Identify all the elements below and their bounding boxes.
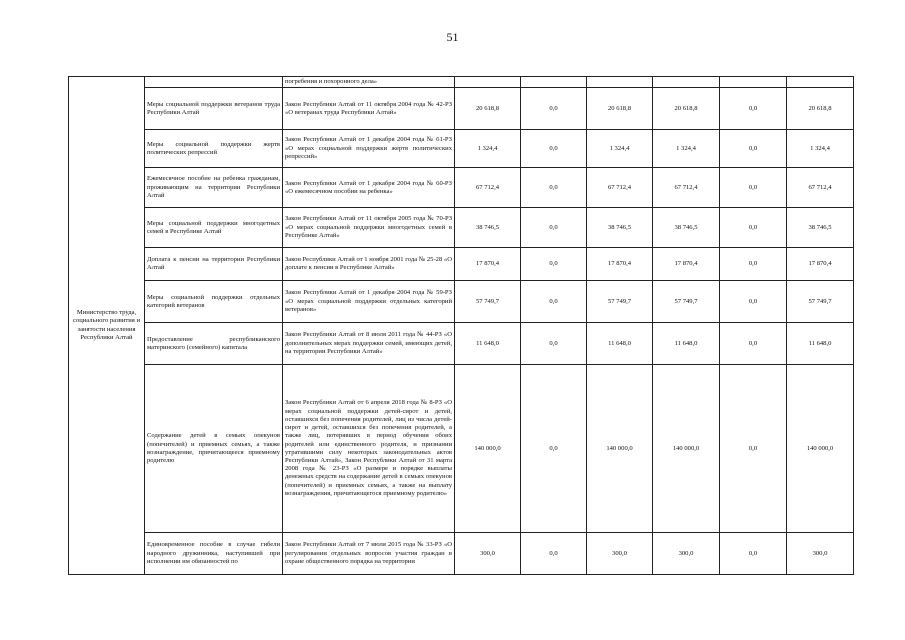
- table-row: [69, 88, 854, 130]
- table-row: [69, 208, 854, 248]
- value-cell: 67 712,4: [587, 168, 653, 208]
- value-cell: 20 618,8: [455, 88, 521, 130]
- law-cell: Закон Республики Алтай от 1 декабря 2004 года № 59-РЗ «О мерах социальной поддержки отдельных категорий ветеранов»: [283, 281, 455, 323]
- table-row: [69, 533, 854, 575]
- value-cell: 17 870,4: [455, 248, 521, 281]
- organization-cell: Министерство труда, социального развития и занятости населения Республики Алтай: [69, 77, 145, 575]
- table-row: [69, 365, 854, 533]
- value-cell: 0,0: [521, 281, 587, 323]
- value-cell: 38 746,5: [587, 208, 653, 248]
- value-cell: 20 618,8: [653, 88, 720, 130]
- measure-cell: Предоставление республиканского материнского (семейного) капитала: [145, 323, 283, 365]
- law-cell: Закон Республики Алтай от 11 октября 2004 года № 42-РЗ «О ветеранах труда Республики Алтай»: [283, 88, 455, 130]
- value-cell: 67 712,4: [787, 168, 854, 208]
- value-cell: 0,0: [521, 248, 587, 281]
- value-cell: 67 712,4: [653, 168, 720, 208]
- value-cell: [587, 77, 653, 88]
- value-cell: 300,0: [653, 533, 720, 575]
- table-row: [69, 281, 854, 323]
- value-cell: 0,0: [720, 323, 787, 365]
- value-cell: 57 749,7: [653, 281, 720, 323]
- table-row: [69, 168, 854, 208]
- value-cell: 20 618,8: [787, 88, 854, 130]
- value-cell: 0,0: [521, 533, 587, 575]
- value-cell: 1 324,4: [653, 130, 720, 168]
- value-cell: 11 648,0: [653, 323, 720, 365]
- measure-cell: Меры социальной поддержки ветеранов труда Республики Алтай: [145, 88, 283, 130]
- measure-cell: Меры социальной поддержки многодетных семей в Республике Алтай: [145, 208, 283, 248]
- value-cell: 67 712,4: [455, 168, 521, 208]
- value-cell: [521, 77, 587, 88]
- value-cell: 0,0: [720, 130, 787, 168]
- table-row: [69, 248, 854, 281]
- measure-cell: Доплата к пенсии на территории Республики Алтай: [145, 248, 283, 281]
- table-row: [69, 323, 854, 365]
- law-cell: Закон Республики Алтай от 1 декабря 2004 года № 61-РЗ «О мерах социальной поддержки жертв политических репрессий»: [283, 130, 455, 168]
- value-cell: 140 000,0: [653, 365, 720, 533]
- value-cell: 0,0: [521, 365, 587, 533]
- value-cell: 38 746,5: [787, 208, 854, 248]
- value-cell: 17 870,4: [787, 248, 854, 281]
- law-cell: погребения и похоронного дела»: [283, 77, 455, 88]
- value-cell: 0,0: [521, 88, 587, 130]
- value-cell: 300,0: [587, 533, 653, 575]
- law-cell: Закон Республики Алтай от 1 декабря 2004 года № 60-РЗ «О ежемесячном пособии на ребенка»: [283, 168, 455, 208]
- value-cell: 57 749,7: [787, 281, 854, 323]
- value-cell: 300,0: [455, 533, 521, 575]
- law-cell: Закон Республики Алтай от 6 апреля 2018 года № 8-РЗ «О мерах социальной поддержки детей-сирот и детей, оставшихся без попечения родителей, лиц из числа детей-сирот и детей, оставшихся без попечения родителей, а также лиц, потерявших в период обучения обоих родителей или единственного родителя, и признании утратившими силу некоторых законодательных актов Республики Алтай», Закон Республики Алтай от 31 марта 2008 года № 23-РЗ «О размере и порядке выплаты денежных средств на содержание детей в семьях опекунов (попечителей) и приемных семьях, а также на выплату вознаграждения, причитающегося приемному родителю»: [283, 365, 455, 533]
- value-cell: 1 324,4: [587, 130, 653, 168]
- value-cell: [653, 77, 720, 88]
- value-cell: 140 000,0: [787, 365, 854, 533]
- value-cell: 140 000,0: [455, 365, 521, 533]
- value-cell: 0,0: [521, 168, 587, 208]
- value-cell: 0,0: [720, 533, 787, 575]
- value-cell: [455, 77, 521, 88]
- value-cell: 11 648,0: [587, 323, 653, 365]
- value-cell: 57 749,7: [587, 281, 653, 323]
- value-cell: 17 870,4: [587, 248, 653, 281]
- law-cell: Закон Республики Алтай от 11 октября 2005 года № 70-РЗ «О мерах социальной поддержки многодетных семей в Республике Алтай»: [283, 208, 455, 248]
- value-cell: 0,0: [521, 208, 587, 248]
- value-cell: 0,0: [720, 88, 787, 130]
- law-cell: Закон Республики Алтай от 7 июля 2015 года № 33-РЗ «О регулировании отдельных вопросов участия граждан в охране общественного порядка на территории: [283, 533, 455, 575]
- table-row: [69, 77, 854, 88]
- value-cell: [720, 77, 787, 88]
- value-cell: 300,0: [787, 533, 854, 575]
- value-cell: 57 749,7: [455, 281, 521, 323]
- budget-table: [68, 76, 854, 575]
- value-cell: 0,0: [720, 281, 787, 323]
- value-cell: 11 648,0: [455, 323, 521, 365]
- value-cell: 17 870,4: [653, 248, 720, 281]
- measure-cell: Единовременное пособие в случае гибели народного дружинника, наступившей при исполнении им обязанностей по: [145, 533, 283, 575]
- value-cell: 11 648,0: [787, 323, 854, 365]
- measure-cell: Меры социальной поддержки отдельных категорий ветеранов: [145, 281, 283, 323]
- law-cell: Закон Республики Алтай от 1 ноября 2001 года № 25-28 «О доплате к пенсии в Республике Алтай»: [283, 248, 455, 281]
- value-cell: 1 324,4: [455, 130, 521, 168]
- value-cell: 38 746,5: [653, 208, 720, 248]
- value-cell: 1 324,4: [787, 130, 854, 168]
- value-cell: 0,0: [720, 365, 787, 533]
- value-cell: 38 746,5: [455, 208, 521, 248]
- value-cell: 0,0: [720, 168, 787, 208]
- value-cell: [787, 77, 854, 88]
- value-cell: 140 000,0: [587, 365, 653, 533]
- value-cell: 20 618,8: [587, 88, 653, 130]
- measure-cell: Меры социальной поддержки жертв политических репрессий: [145, 130, 283, 168]
- value-cell: 0,0: [521, 130, 587, 168]
- measure-cell: [145, 77, 283, 88]
- value-cell: 0,0: [720, 208, 787, 248]
- measure-cell: Ежемесячное пособие на ребенка гражданам, проживающим на территории Республики Алтай: [145, 168, 283, 208]
- page-number: 51: [446, 30, 459, 44]
- measure-cell: Содержание детей в семьях опекунов (попечителей) и приемных семьях, а также вознаграждение, причитающееся приемному родителю: [145, 365, 283, 533]
- law-cell: Закон Республики Алтай от 8 июля 2011 года № 44-РЗ «О дополнительных мерах поддержки семей, имеющих детей, на территории Республики Алтай»: [283, 323, 455, 365]
- table-row: [69, 130, 854, 168]
- value-cell: 0,0: [720, 248, 787, 281]
- value-cell: 0,0: [521, 323, 587, 365]
